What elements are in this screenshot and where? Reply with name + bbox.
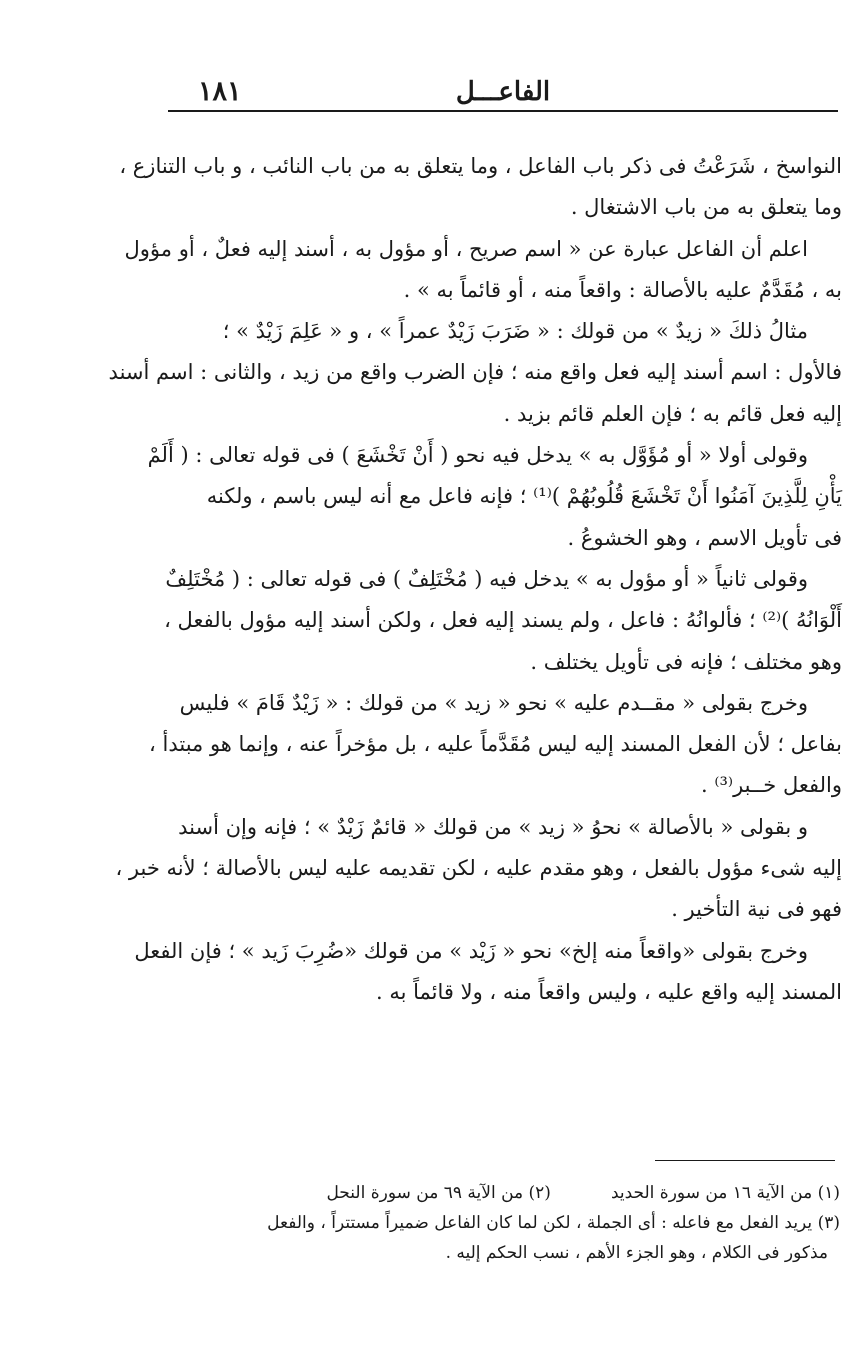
paragraph [22, 435, 842, 559]
text-line: مثالُ ذلكَ « زيدٌ » من قولك : « ضَرَبَ زَيْدٌ عمراً » ، و « عَلِمَ زَيْدٌ » ؛ [222, 319, 808, 344]
text-line: بفاعل ؛ لأن الفعل المسند إليه ليس مُقَدَّماً عليه ، بل مؤخراً عنه ، وإنما هو مبتدأ ، [149, 732, 842, 757]
page-number: ١٨١ [198, 76, 242, 107]
footnote-3: (٣) يريد الفعل مع فاعله : أى الجملة ، لكن لما كان الفاعل ضميراً مستتراً ، والفعل [267, 1213, 840, 1233]
page-header [168, 72, 838, 112]
paragraph [22, 229, 842, 312]
text-line: والفعل خــبر⁽³⁾ . [700, 773, 842, 798]
text-line: اعلم أن الفاعل عبارة عن « اسم صريح ، أو مؤول به ، أسند إليه فعلٌ ، أو مؤول [124, 236, 808, 261]
footnote-rule [655, 1160, 835, 1161]
paragraph [22, 683, 842, 807]
paragraph [22, 311, 842, 435]
footnote-3-continued: مذكور فى الكلام ، وهو الجزء الأهم ، نسب الحكم إليه . [445, 1243, 828, 1263]
text-line: وقولى أولا « أو مُؤَوَّل به » يدخل فيه نحو ( أَنْ تَخْشَعَ ) فى قوله تعالى : ( أَلَمْ [147, 443, 808, 468]
text-line: إليه شىء مؤول بالفعل ، وهو مقدم عليه ، لكن تقديمه عليه ليس بالأصالة ؛ لأنه خبر ، [115, 856, 842, 881]
paragraph [22, 559, 842, 683]
text-line: فى تأويل الاسم ، وهو الخشوعُ . [567, 525, 842, 550]
paragraph [22, 807, 842, 931]
text-line: وما يتعلق به من باب الاشتغال . [570, 195, 842, 220]
main-text [22, 146, 842, 1013]
text-line: إليه فعل قائم به ؛ فإن العلم قائم بزيد . [503, 401, 842, 426]
text-line: يَأْنِ لِلَّذِينَ آمَنُوا أَنْ تَخْشَعَ قُلُوبُهُمْ )⁽¹⁾ ؛ فإنه فاعل مع أنه ليس باسم ، ولكنه [206, 484, 842, 509]
header-rule [168, 110, 838, 112]
footnote-row [30, 1178, 840, 1208]
footnote-2: (٢) من الآية ٦٩ من سورة النحل [326, 1183, 551, 1203]
text-line: وقولى ثانياً « أو مؤول به » يدخل فيه ( مُخْتَلِفٌ ) فى قوله تعالى : ( مُخْتَلِفٌ [165, 566, 808, 591]
text-line: فهو فى نية التأخير . [671, 897, 842, 922]
text-line: به ، مُقَدَّمٌ عليه بالأصالة : واقعاً منه ، أو قائماً به » . [403, 277, 842, 302]
text-line: فالأول : اسم أسند إليه فعل واقع منه ؛ فإن الضرب واقع من زيد ، والثانى : اسم أسند [108, 360, 842, 385]
text-line: وخرج بقولى «واقعاً منه إلخ» نحو « زَيْد » من قولك «ضُرِبَ زَيد » ؛ فإن الفعل [134, 938, 808, 963]
paragraph [22, 146, 842, 229]
text-line: أَلْوَانُهُ )⁽²⁾ ؛ فألوانُهُ : فاعل ، ولم يسند إليه فعل ، ولكن أسند إليه مؤول بالفعل ، [164, 608, 842, 633]
text-line: و بقولى « بالأصالة » نحوُ « زيد » من قولك « قائمٌ زَيْدٌ » ؛ فإنه وإن أسند [178, 814, 808, 839]
footnotes [30, 1178, 840, 1268]
text-line: النواسخ ، شَرَعْتُ فى ذكر باب الفاعل ، وما يتعلق به من باب النائب ، و باب التنازع ، [119, 154, 842, 178]
footnote-1: (١) من الآية ١٦ من سورة الحديد [610, 1183, 840, 1203]
chapter-title: الفاعـــل [455, 77, 551, 107]
paragraph [22, 931, 842, 1014]
text-line: وخرج بقولى « مقــدم عليه » نحو « زيد » من قولك : « زَيْدٌ قَامَ » فليس [179, 690, 808, 715]
text-line: وهو مختلف ؛ فإنه فى تأويل يختلف . [530, 649, 842, 674]
text-line: المسند إليه واقع عليه ، وليس واقعاً منه ، ولا قائماً به . [376, 979, 842, 1004]
